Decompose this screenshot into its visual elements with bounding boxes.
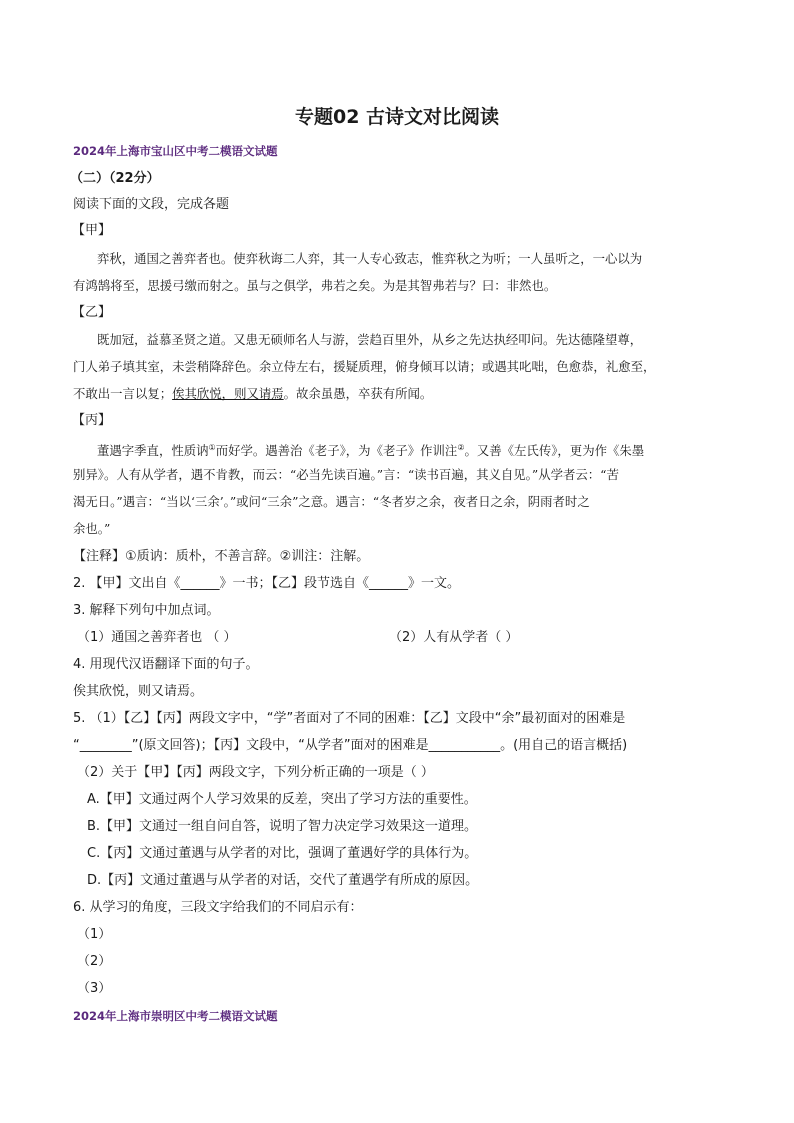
underlined-sentence: 俟其欣悦，则又请焉 [172,386,284,401]
passage-jia-line: 弈秋，通国之善弈者也。使弈秋诲二人弈，其一人专心致志，惟弈秋之为听；一人虽听之，一心以为 [97,251,643,266]
question-5-part-1-cont: “________”(原文回答)；【丙】文段中，“从学者”面对的困难是___________。(用自己的语言概括) [73,738,628,753]
option-c: C.【丙】文通过董遇与从学者的对比，强调了董遇好学的具体行为。 [87,846,478,861]
question-4: 4. 用现代汉语翻译下面的句子。 [73,657,259,672]
instruction: 阅读下面的文段，完成各题 [73,197,230,212]
passage-bing-line [97,439,644,460]
answer-slot-2: （2） [77,954,112,969]
passage-text: 。又善《左氏传》，更为作《朱墨 [464,443,645,459]
exam-source-1: 2024年上海市宝山区中考二模语文试题 [73,144,278,158]
passage-jia-line: 有鸿鹄将至，思援弓缴而射之。虽与之俱学，弗若之矣。为是其智弗若与？曰：非然也。 [73,278,557,293]
question-5-part-2: （2）关于【甲】【丙】两段文字，下列分析正确的一项是（ ） [77,765,434,780]
answer-slot-1: （1） [77,927,112,942]
passage-bing-line: 渴无日。”遇言：“当以‘三余’。”或问“三余”之意。遇言：“冬者岁之余，夜者日之余，阴雨者时之 [73,494,590,509]
exam-source-2: 2024年上海市崇明区中考二模语文试题 [73,1009,278,1023]
question-3-item-2: （2）人有从学者（ ） [389,630,519,645]
passage-label-jia: 【甲】 [72,223,112,238]
question-3: 3. 解释下列句中加点词。 [73,603,220,618]
question-4-sentence: 俟其欣悦，则又请焉。 [73,684,204,699]
passage-text: 。故余虽愚，卒获有所闻。 [283,386,433,401]
footnote-marker: ① [208,443,216,452]
passage-text: 而好学。遇善治《老子》，为《老子》作训注 [215,443,458,459]
passage-yi-line: 门人弟子填其室，未尝稍降辞色。余立侍左右，援疑质理，俯身倾耳以请；或遇其叱咄，色愈恭，礼愈至， [73,359,656,374]
answer-slot-3: （3） [77,981,112,996]
section-heading: （二）（22分） [70,171,160,186]
passage-text: 不敢出一言以复； [73,386,173,401]
question-6: 6. 从学习的角度，三段文字给我们的不同启示有： [73,900,363,915]
passage-label-yi: 【乙】 [72,305,112,320]
passage-text: 董遇字季直，性质讷 [97,443,209,459]
passage-yi-line [73,385,432,403]
option-a: A.【甲】文通过两个人学习效果的反差，突出了学习方法的重要性。 [87,792,477,807]
page-title: 专题02 古诗文对比阅读 [294,106,500,128]
option-d: D.【丙】文通过董遇与从学者的对话，交代了董遇学有所成的原因。 [87,873,479,888]
passage-yi-line: 既加冠，益慕圣贤之道。又患无硕师名人与游，尝趋百里外，从乡之先达执经叩问。先达德隆望尊， [97,332,643,347]
annotation-note: 【注释】①质讷：质朴，不善言辞。②训注：注解。 [73,549,370,564]
option-b: B.【甲】文通过一组自问自答，说明了智力决定学习效果这一道理。 [87,819,478,834]
footnote-marker: ② [457,443,465,452]
passage-bing-line: 别异》。人有从学者，遇不肯教，而云：“必当先读百遍。”言：“读书百遍，其义自见。”从学者云：“苦 [73,467,619,482]
question-5-part-1: 5. （1）【乙】【丙】两段文字中，“学”者面对了不同的困难：【乙】文段中“余”最初面对的困难是 [73,711,626,726]
question-3-item-1: （1）通国之善弈者也 （ ） [77,630,237,645]
passage-bing-line: 余也。” [73,521,111,536]
question-2: 2. 【甲】文出自《______》一书；【乙】段节选自《______》一文。 [73,576,461,591]
passage-label-bing: 【丙】 [72,413,112,428]
